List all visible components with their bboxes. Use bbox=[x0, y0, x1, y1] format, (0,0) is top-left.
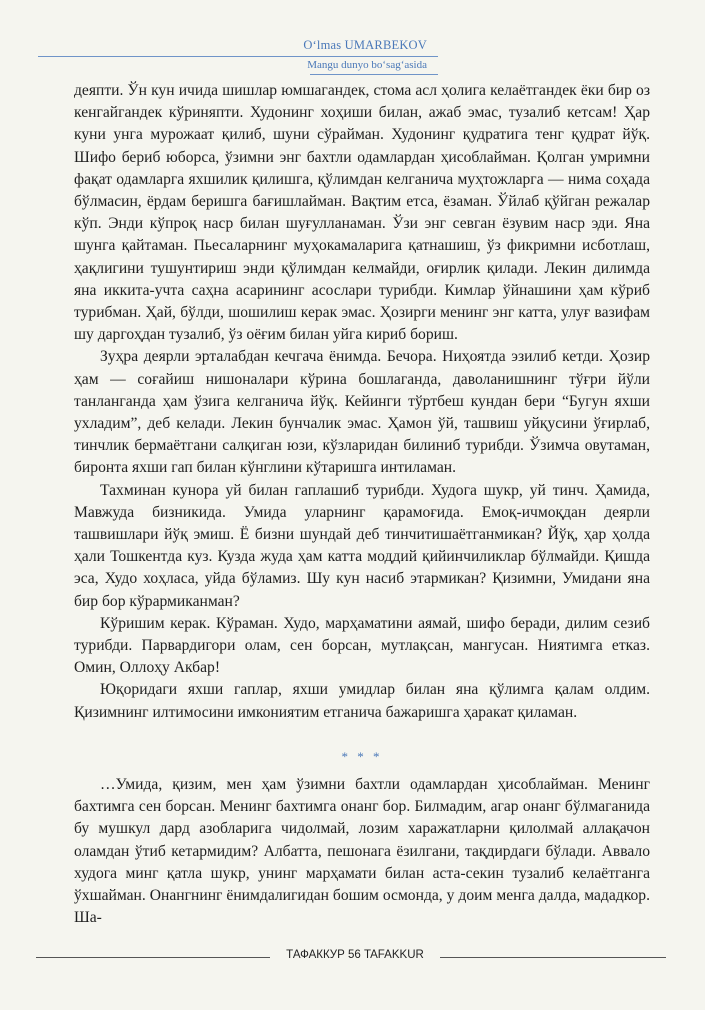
page-footer bbox=[0, 946, 705, 970]
header-book-title: Mangu dunyo bo‘sag‘asida bbox=[307, 59, 427, 71]
paragraph: …Умида, қизим, мен ҳам ўзимни бахтли одамлардан ҳисоблайман. Менинг бахтимга сен борсан. Менинг бахтимга онанг бор. Билмадим, агар онанг бўлмаганида бу мушкул дард азобларига чидолмай, лозим харажатларни қилолмай аллақачон оламдан ўтиб кетармидим? Албатта, пешонага ёзилгани, тақдирдаги бўлади. Аввало худога минг қатла шукр, унинг марҳамати билан аста-секин тузалиб келаётганга ўхшайман. Онангнинг ёнимдалигидан бошим осмонда, у доим менга далда, мададкор. Ша- bbox=[74, 775, 650, 927]
header-author: O‘lmas UMARBEKOV bbox=[303, 38, 427, 52]
page-text bbox=[74, 80, 650, 929]
footer-rule-right bbox=[440, 957, 666, 958]
header-rule-top bbox=[38, 56, 438, 57]
paragraph: Кўришим керак. Кўраман. Худо, марҳаматини аямай, шифо беради, дилим сезиб турибди. Парвардигори олам, сен борсан, мутлақсан, мангусан. Ниятимга етказ. Омин, Оллоҳу Акбар! bbox=[74, 614, 650, 677]
paragraph: Юқоридаги яхши гаплар, яхши умидлар билан яна қўлимга қалам олдим. Қизимнинг илтимосини имкониятим етганича бажаришга ҳаракат қиламан. bbox=[74, 681, 650, 721]
running-header bbox=[0, 38, 705, 78]
paragraph: деяпти. Ўн кун ичида шишлар юмшагандек, стома асл ҳолига келаётгандек ёки бир оз кенгайгандек кўриняпти. Худонинг хоҳиши билан, ажаб эмас, тузалиб кетсам! Ҳар куни унга мурожаат қилиб, шуни сўрайман. Худонинг қудратига тенг қудрат йўқ. Шифо бериб юборса, ўзимни энг бахтли одамлардан ҳисоблайман. Қолган умримни фақат одамларга яхшилик қилишга, қўлимдан келганича муҳтожларга — нима соҳада бўлмасин, ёрдам беришга бағишлайман. Вақтим етса, ёзаман. Ўйлаб қўйган режалар кўп. Энди кўпроқ наср билан шуғулланаман. Ўзи энг севган ёзувим наср эди. Яна шунга қайтаман. Пьесаларнинг муҳокамаларига қатнашиш, ўз фикримни исботлаш, ҳақлигини тушунтириш энди қўлимдан келмайди, оғирлик қилади. Лекин дилимда яна иккита-учта саҳна асарининг асослари турибди. Кимлар ўйнашини ҳам кўриб турибман. Ҳай, бўлди, шошилиш керак эмас. Ҳозирги менинг энг катта, улуғ вазифам шу даргоҳдан тузалиб, ўз оёғим билан уйга кириб бориш. bbox=[74, 82, 650, 344]
footer-rule-left bbox=[36, 957, 270, 958]
paragraph: Зуҳра деярли эрталабдан кечгача ёнимда. Бечора. Ниҳоятда эзилиб кетди. Ҳозир ҳам — соғайиш нишоналари кўрина бошлаганда, даволанишнинг тўғри йўли танланганда ҳам ўзига келганича йўқ. Кейинги тўртбеш кундан бери “Бугун яхши ухладим”, деб келади. Лекин бунчалик эмас. Ҳамон ўй, ташвиш уйқусини ўғирлаб, тинчлик бермаётгани салқиган юзи, кўзларидан билиниб турибди. Ўзимча овутаман, биронта яхши гап билан кўнглини кўтаришга интиламан. bbox=[74, 348, 650, 477]
paragraph: Тахминан кунора уй билан гаплашиб турибди. Худога шукр, уй тинч. Ҳамида, Мавжуда бизникида. Умида уларнинг қарамоғида. Емоқ-ичмоқдан деярли ташвишлари йўқ эмиш. Ё бизни шундай деб тинчитишаётганмикан? Йўқ, ҳар ҳолда ҳали Тошкентда куз. Кузда жуда ҳам катта моддий қийинчиликлар бўлмайди. Қишда эса, Худо хоҳласа, уйда бўламиз. Шу кун насиб этармикан? Қизимни, Умидани яна бир бор кўрармиканман? bbox=[74, 481, 650, 610]
header-rule-bottom bbox=[310, 74, 438, 75]
section-separator: * * * bbox=[341, 748, 383, 764]
footer-page-number: ТАФАККУР 56 TAFAKKUR bbox=[286, 949, 424, 961]
